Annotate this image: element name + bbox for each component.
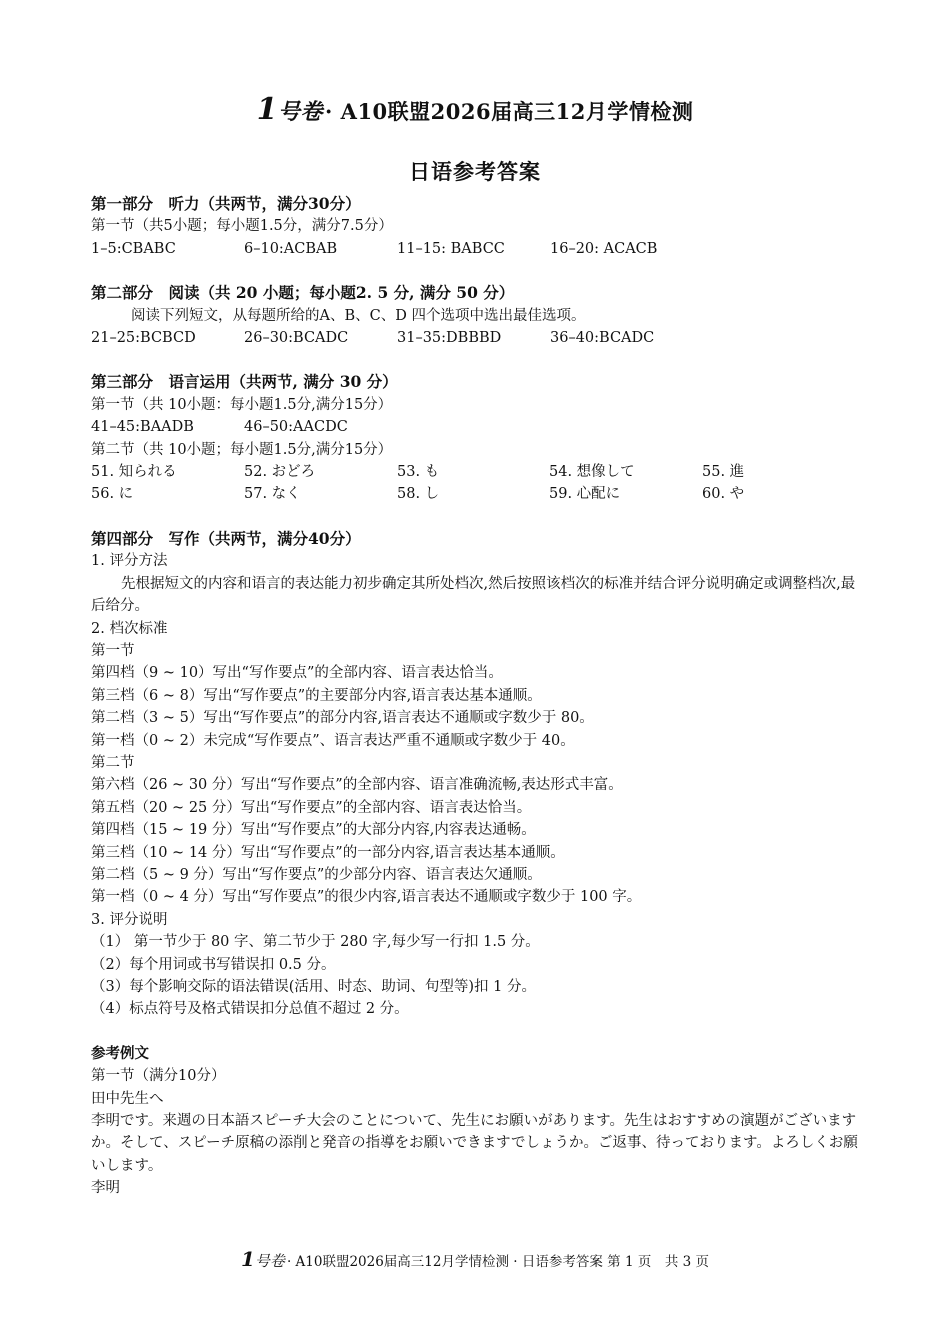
method-title: 1. 评分方法 [91, 553, 168, 570]
note-item: （3）每个影响交际的语法错误(活用、时态、助词、句型等)扣 1 分。 [91, 979, 536, 995]
grade-item: 第五档（20 ~ 25 分）写出“写作要点”的全部内容、语言表达恰当。 [91, 799, 532, 816]
grade-item: 第六档（26 ~ 30 分）写出“写作要点”的全部内容、语言准确流畅,表达形式丰富。 [91, 777, 623, 794]
sample-heading: 参考例文 [91, 1044, 149, 1062]
answer-group: 16–20: ACACB [550, 240, 658, 257]
fill-answer: 56. に [91, 486, 134, 503]
grade-item: 第一档（0 ~ 2）未完成“写作要点”、语言表达严重不通顺或字数少于 40。 [91, 732, 575, 749]
note-item: （4）标点符号及格式错误扣分总值不超过 2 分。 [91, 1001, 409, 1018]
note-item: （1） 第一节少于 80 字、第二节少于 280 字,每少写一行扣 1.5 分。 [91, 934, 540, 951]
section2-label: 第二节 [91, 754, 135, 771]
part3-sub1: 第一节（共 10小题：每小题1.5分,满分15分） [91, 396, 393, 413]
part3-fill-row2 [91, 483, 861, 505]
sample-body: 李明です。来週の日本語スピーチ大会のことについて、先生にお願いがあります。先生はおすすめの演題がございますか。そして、スピーチ原稿の添削と発音の指導をお願いできますでしょうか。ご返事、待っております。よろしくお願いします。 [91, 1113, 858, 1174]
grade-item: 第一档（0 ~ 4 分）写出“写作要点”的很少内容,语言表达不通顺或字数少于 100 字。 [91, 889, 642, 906]
answer-group: 36–40:BCADC [550, 330, 655, 347]
answer-group: 41–45:BAADB [91, 419, 194, 436]
main-content [91, 193, 861, 1200]
footer-text: · A10联盟2026届高三12月学情检测 · 日语参考答案 第 1 页 共 3 页 [286, 1254, 709, 1270]
grade-title: 2. 档次标准 [91, 620, 168, 637]
grade-item: 第四档（9 ~ 10）写出“写作要点”的全部内容、语言表达恰当。 [91, 665, 503, 682]
fill-answer: 59. 心配に [549, 486, 621, 503]
part1-answers [91, 238, 861, 260]
answer-group: 1–5:CBABC [91, 240, 176, 257]
part4-heading: 第四部分 写作（共两节，满分40分） [91, 528, 361, 548]
fill-answer: 54. 想像して [549, 464, 635, 481]
part3-fill-row1 [91, 461, 861, 483]
grade-item: 第四档（15 ~ 19 分）写出“写作要点”的大部分内容,内容表达通畅。 [91, 822, 536, 839]
method-text: 先根据短文的内容和语言的表达能力初步确定其所处档次,然后按照该档次的标准并结合评分说明确定或调整档次,最后给分。 [91, 575, 856, 615]
grade-item: 第三档（10 ~ 14 分）写出“写作要点”的一部分内容,语言表达基本通顺。 [91, 844, 565, 861]
part3-answers1 [91, 416, 861, 438]
grade-item: 第二档（5 ~ 9 分）写出“写作要点”的少部分内容、语言表达欠通顺。 [91, 866, 542, 883]
grade-item: 第二档（3 ~ 5）写出“写作要点”的部分内容,语言表达不通顺或字数少于 80。 [91, 710, 594, 727]
sample-signature: 李明 [91, 1180, 120, 1197]
fill-answer: 51. 知られる [91, 464, 177, 481]
brand-logo: 1号卷 [256, 92, 324, 127]
answer-group: 11–15: BABCC [397, 240, 505, 257]
answer-group: 46–50:AACDC [244, 419, 348, 436]
part1-heading: 第一部分 听力（共两节，满分30分） [91, 194, 361, 213]
footer-logo: 1号卷 [241, 1247, 285, 1271]
section1-label: 第一节 [91, 642, 135, 659]
fill-answer: 58. し [397, 486, 440, 503]
answer-group: 21–25:BCBCD [91, 330, 196, 347]
page-footer [0, 1247, 950, 1271]
sample-sub: 第一节（满分10分） [91, 1068, 226, 1085]
document-header [0, 92, 950, 127]
note-item: （2）每个用词或书写错误扣 0.5 分。 [91, 956, 336, 973]
part2-heading: 第二部分 阅读（共 20 小题；每小题2. 5 分, 满分 50 分） [91, 283, 515, 303]
part3-sub2: 第二节（共 10小题；每小题1.5分,满分15分） [91, 441, 393, 458]
notes-title: 3. 评分说明 [91, 911, 168, 928]
part1-sub: 第一节（共5小题；每小题1.5分，满分7.5分） [91, 218, 393, 235]
document-subtitle: 日语参考答案 [409, 159, 541, 184]
answer-group: 6–10:ACBAB [244, 240, 338, 257]
fill-answer: 52. おどろ [244, 464, 316, 481]
part2-instruction: 阅读下列短文，从每题所给的A、B、C、D 四个选项中选出最佳选项。 [131, 307, 586, 324]
sample-greeting: 田中先生へ [91, 1090, 164, 1107]
fill-answer: 57. なく [244, 486, 301, 503]
part2-answers [91, 327, 861, 349]
part3-heading: 第三部分 语言运用（共两节, 满分 30 分） [91, 372, 398, 392]
answer-group: 26–30:BCADC [244, 330, 349, 347]
exam-title: · A10联盟2026届高三12月学情检测 [325, 99, 694, 124]
answer-group: 31–35:DBBBD [397, 330, 502, 347]
fill-answer: 60. や [702, 486, 745, 503]
fill-answer: 55. 進 [702, 464, 745, 481]
grade-item: 第三档（6 ~ 8）写出“写作要点”的主要部分内容,语言表达基本通顺。 [91, 687, 542, 704]
fill-answer: 53. も [397, 464, 440, 481]
